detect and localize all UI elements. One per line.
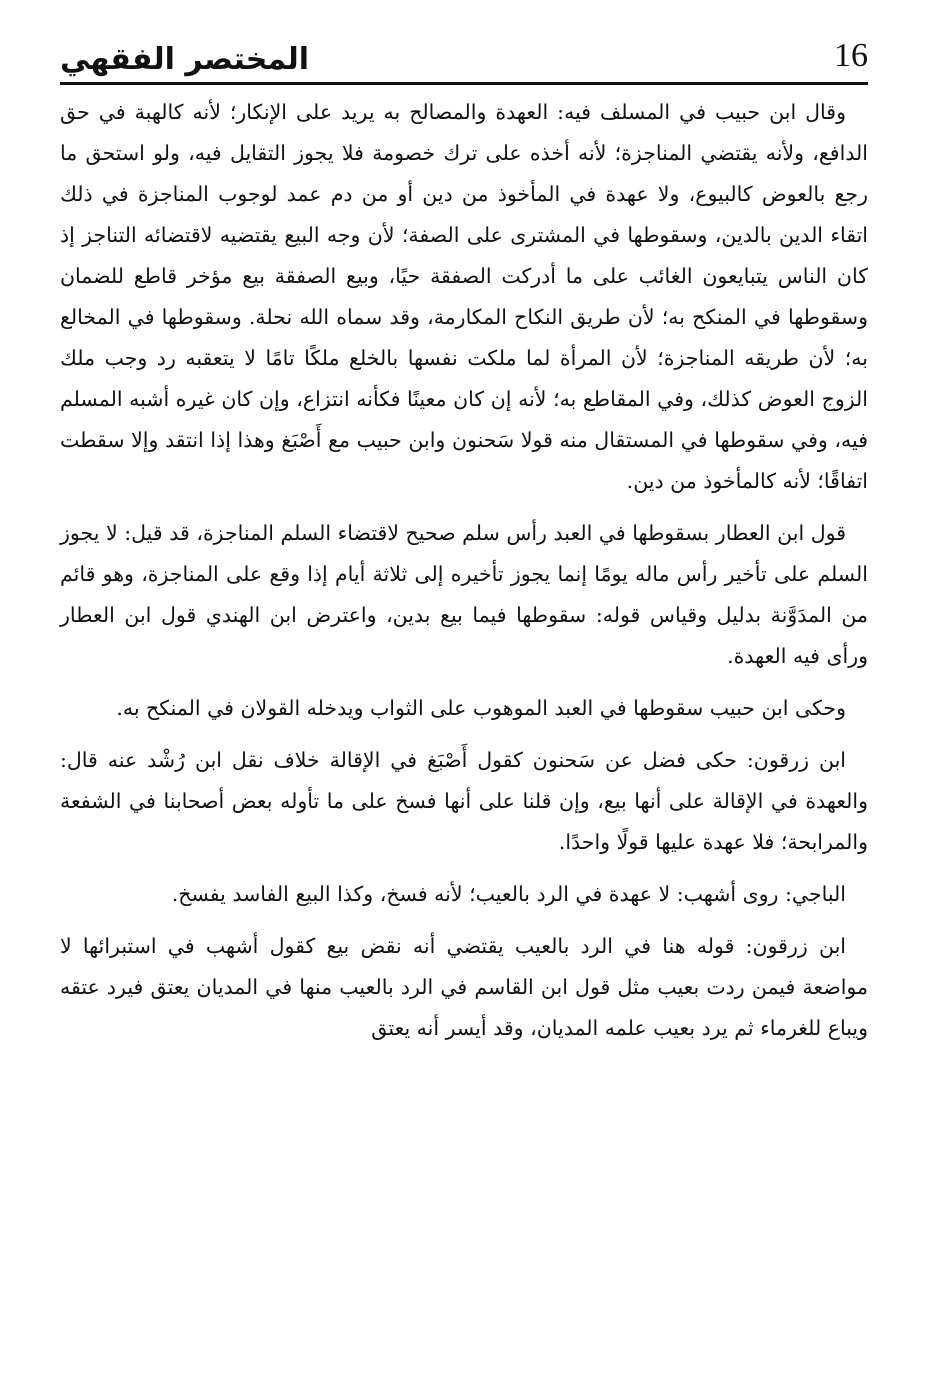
- paragraph: وحكى ابن حبيب سقوطها في العبد الموهوب على الثواب ويدخله القولان في المنكح به.: [116, 696, 846, 720]
- paragraph: قول ابن العطار بسقوطها في العبد رأس سلم صحيح لاقتضاء السلم المناجزة، قد قيل: لا يجوز السلم على تأخير رأس ماله يومًا إنما يجوز تأخيره إلى ثلاثة أيام إذا وقع على المناجزة، وهو قائم من المدَوَّنة بدليل وقياس قوله: سقوطها فيما بيع بدين، واعترض ابن الهندي قول ابن العطار ورأى فيه العهدة.: [60, 521, 868, 668]
- header-rule: [60, 82, 868, 85]
- paragraph: ابن زرقون: قوله هنا في الرد بالعيب يقتضي أنه نقض بيع كقول أشهب في استبرائها لا مواضعة فيمن ردت بعيب مثل قول ابن القاسم في الرد بالعيب منها في المديان يعتق فيرد عتقه ويباع للغرماء ثم يرد بعيب علمه المديان، وقد أيسر أنه يعتق: [60, 934, 868, 1040]
- paragraph: وقال ابن حبيب في المسلف فيه: العهدة والمصالح به يريد على الإنكار؛ لأنه كالهبة في حق الدافع، ولأنه يقتضي المناجزة؛ لأنه أخذه على ترك خصومة فلا يجوز التقايل فيه، ولو استحق ما رجع بالعوض كالبيوع، ولا عهدة في المأخوذ من دين أو من دم عمد لوجوب المناجزة في ذلك اتقاء الدين بالدين، وسقوطها في المشترى على الصفة؛ لأن وجه البيع يقتضيه لاقتضائه التناجز إذ كان الناس يتبايعون الغائب على ما أدركت الصفقة حيًا، وبيع الصفقة بيع مؤخر قاطع للضمان وسقوطها في المنكح به؛ لأن طريق النكاح المكارمة، وقد سماه الله نحلة. وسقوطها في المخالع به؛ لأن طريقه المناجزة؛ لأن المرأة لما ملكت نفسها بالخلع ملكًا تامًا لا يتعقبه رد وجب ملك الزوج العوض كذلك، وفي المقاطع به؛ لأنه إن كان معينًا فكأنه انتزاع، وإن كان غيره أشبه المسلم فيه، وفي سقوطها في المستقال منه قولا سَحنون وابن حبيب مع أَصْبَغ وهذا إذا انتقد وإلا سقطت اتفاقًا؛ لأنه كالمأخوذ من دين.: [60, 100, 868, 493]
- paragraph: الباجي: روى أشهب: لا عهدة في الرد بالعيب؛ لأنه فسخ، وكذا البيع الفاسد يفسخ.: [171, 882, 846, 906]
- running-title: المختصر الفقهي: [60, 42, 310, 77]
- body-text: [60, 92, 868, 1060]
- paragraph: ابن زرقون: حكى فضل عن سَحنون كقول أَصْبَغ في الإقالة خلاف نقل ابن رُشْد عنه قال: والعهدة في الإقالة على أنها بيع، وإن قلنا على أنها فسخ على ما تأوله بعض أصحابنا في الشفعة والمرابحة؛ فلا عهدة عليها قولًا واحدًا.: [60, 748, 868, 854]
- page-number: 16: [834, 37, 868, 74]
- page-header: [60, 30, 868, 80]
